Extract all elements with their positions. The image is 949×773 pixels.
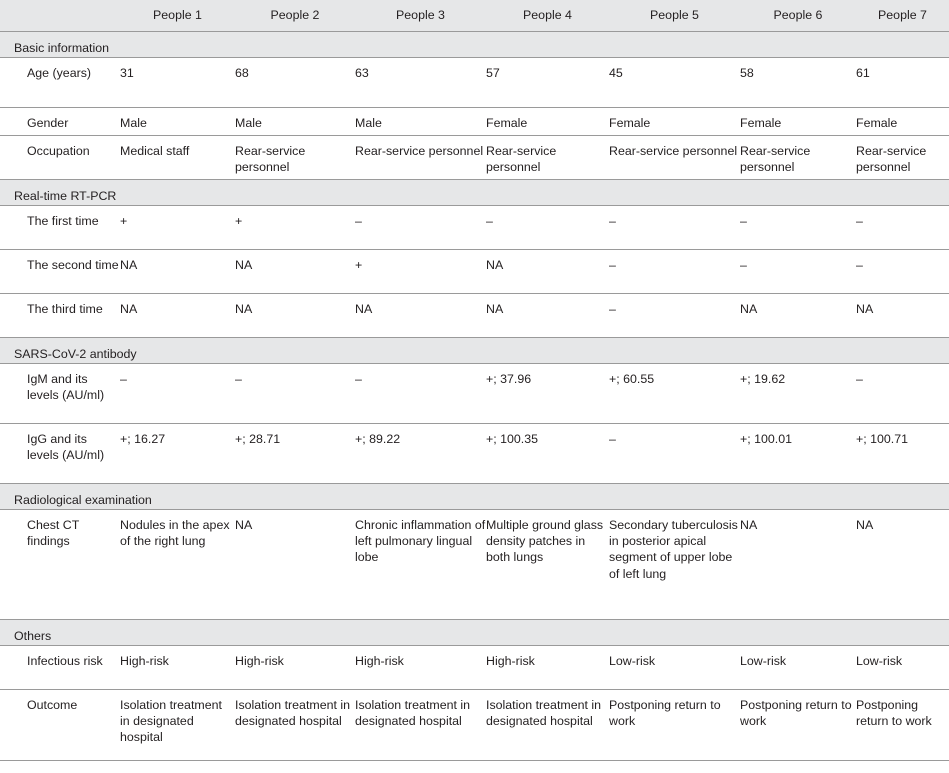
cell-people-4 [486,424,609,484]
cell-value: Postponing return to work [609,698,721,729]
cell-people-6 [740,250,856,294]
cell-people-5 [609,58,740,108]
cell-value: High-risk [120,654,169,668]
table-row [0,58,949,108]
cell-people-5 [609,690,740,761]
cell-people-7 [856,250,949,294]
cell-value: Postponing return to work [856,698,932,729]
cell-value: Low-risk [609,654,656,668]
cell-people-6 [740,424,856,484]
cell-value: Isolation treatment in designated hospital [355,698,471,729]
cell-value: Rear-service personnel [856,144,927,175]
cell-value: NA [486,302,504,316]
cell-people-7 [856,646,949,690]
cell-people-5 [609,108,740,136]
header-row [0,0,949,32]
row-label [0,206,120,250]
cell-people-3 [355,58,486,108]
row-label [0,136,120,180]
section-title: SARS-CoV-2 antibody [0,338,949,364]
cell-value: Secondary tuberculosis in posterior apical segment of upper lobe of left lung [609,518,738,581]
cell-people-2 [235,364,355,424]
cell-value: Rear-service personnel [235,144,306,175]
cell-value: 58 [740,66,754,80]
section-title: Real-time RT-PCR [0,180,949,206]
cell-value: Multiple ground glass density patches in both lungs [486,518,604,565]
cell-people-1 [120,58,235,108]
cell-people-5 [609,364,740,424]
cell-people-1 [120,364,235,424]
cell-value: – [740,258,747,272]
cell-value: NA [355,302,373,316]
row-label-text: Outcome [27,698,78,712]
cell-people-4 [486,136,609,180]
cell-value: Chronic inflammation of left pulmonary lingual lobe [355,518,486,565]
row-label [0,58,120,108]
cell-value: Female [609,116,651,130]
cell-people-5 [609,510,740,620]
cell-value: – [235,372,242,386]
cell-people-2 [235,58,355,108]
section-row [0,620,949,646]
cell-people-3 [355,108,486,136]
cell-people-7 [856,206,949,250]
cell-people-7 [856,424,949,484]
cell-people-3 [355,206,486,250]
cell-value: Rear-service personnel [609,144,738,158]
cell-people-2 [235,250,355,294]
row-label-text: Infectious risk [27,654,103,668]
section-title: Others [0,620,949,646]
row-label [0,250,120,294]
table-row [0,690,949,761]
cell-value: – [740,214,747,228]
header-people-2: People 2 [235,0,355,32]
table-row [0,108,949,136]
cell-value: Low-risk [740,654,787,668]
cell-people-2 [235,510,355,620]
row-label-text: Chest CT findings [27,518,80,549]
cell-value: Low-risk [856,654,903,668]
cell-value: – [609,432,616,446]
cell-people-7 [856,58,949,108]
cell-value: – [856,214,863,228]
cell-value: NA [856,518,874,532]
table-row [0,510,949,620]
cell-value: Postponing return to work [740,698,852,729]
cell-people-7 [856,108,949,136]
cell-value: Rear-service personnel [355,144,484,158]
section-title: Basic information [0,32,949,58]
cell-value: – [856,258,863,272]
cell-value: NA [120,258,138,272]
cell-value: 68 [235,66,249,80]
cell-value: +; 28.71 [235,432,281,446]
cell-people-5 [609,424,740,484]
cell-people-2 [235,294,355,338]
cell-value: 57 [486,66,500,80]
row-label-text: Occupation [27,144,90,158]
cell-people-6 [740,108,856,136]
cell-value: +; 16.27 [120,432,166,446]
cell-value: +; 37.96 [486,372,532,386]
cell-people-3 [355,424,486,484]
section-row [0,338,949,364]
cell-people-2 [235,206,355,250]
cell-people-4 [486,206,609,250]
cell-value: High-risk [486,654,535,668]
cell-people-2 [235,108,355,136]
cell-value: – [856,372,863,386]
table-row [0,250,949,294]
cell-value: High-risk [235,654,284,668]
header-people-4: People 4 [486,0,609,32]
cell-value: +; 19.62 [740,372,786,386]
cell-value: 31 [120,66,134,80]
cell-people-3 [355,250,486,294]
cell-value: +; 100.35 [486,432,539,446]
row-label-text: Gender [27,116,69,130]
cell-people-2 [235,646,355,690]
row-label [0,108,120,136]
cell-people-2 [235,136,355,180]
cell-value: +; 100.71 [856,432,909,446]
cell-people-6 [740,136,856,180]
cell-people-6 [740,58,856,108]
cell-value: 45 [609,66,623,80]
table-row [0,206,949,250]
cell-people-3 [355,690,486,761]
cell-value: NA [740,302,758,316]
cell-value: NA [235,258,253,272]
cell-value: NA [235,302,253,316]
cell-value: Male [355,116,382,130]
cell-people-1 [120,646,235,690]
row-label [0,510,120,620]
cell-value: 61 [856,66,870,80]
cell-people-2 [235,424,355,484]
cell-people-3 [355,294,486,338]
cell-people-4 [486,364,609,424]
cell-value: – [120,372,127,386]
cell-value: – [609,214,616,228]
cell-people-4 [486,510,609,620]
cell-value: Female [486,116,528,130]
cell-people-6 [740,690,856,761]
cell-value: Medical staff [120,144,190,158]
cell-people-1 [120,294,235,338]
row-label [0,646,120,690]
cell-people-1 [120,690,235,761]
row-label [0,294,120,338]
row-label-text: The third time [27,302,103,316]
cell-people-4 [486,108,609,136]
cell-value: Female [740,116,782,130]
cell-people-7 [856,510,949,620]
header-people-3: People 3 [355,0,486,32]
cell-value: Male [235,116,262,130]
cell-value: Nodules in the apex of the right lung [120,518,230,549]
section-row [0,180,949,206]
cell-people-6 [740,364,856,424]
cell-value: NA [235,518,253,532]
row-label-text: The first time [27,214,99,228]
cell-people-1 [120,510,235,620]
row-label-text: The second time [27,258,119,272]
row-label [0,424,120,484]
cell-value: + [355,258,363,272]
cell-people-4 [486,250,609,294]
cell-value: NA [856,302,874,316]
cell-people-5 [609,206,740,250]
cell-people-5 [609,294,740,338]
cell-value: + [120,214,128,228]
cell-value: 63 [355,66,369,80]
cell-people-4 [486,646,609,690]
cell-value: Isolation treatment in designated hospital [486,698,602,729]
cell-people-1 [120,136,235,180]
cell-value: Isolation treatment in designated hospital [235,698,351,729]
cell-people-7 [856,364,949,424]
table-row [0,646,949,690]
cell-people-1 [120,206,235,250]
cell-value: +; 60.55 [609,372,655,386]
cell-people-5 [609,136,740,180]
cell-people-6 [740,510,856,620]
cell-people-4 [486,58,609,108]
table-row [0,364,949,424]
cell-value: – [355,372,362,386]
cell-value: NA [120,302,138,316]
cell-value: NA [486,258,504,272]
cell-value: High-risk [355,654,404,668]
cell-value: Rear-service personnel [740,144,811,175]
cell-people-3 [355,136,486,180]
table-row [0,294,949,338]
cell-people-6 [740,646,856,690]
section-title: Radiological examination [0,484,949,510]
header-corner [0,0,120,32]
cell-people-5 [609,646,740,690]
cell-people-7 [856,690,949,761]
cell-value: + [235,214,243,228]
cell-people-5 [609,250,740,294]
cell-value: – [609,258,616,272]
header-people-6: People 6 [740,0,856,32]
row-label [0,364,120,424]
cell-people-1 [120,424,235,484]
cell-people-3 [355,646,486,690]
row-label-text: IgG and its levels (AU/ml) [27,432,105,463]
cell-people-7 [856,136,949,180]
table-row [0,424,949,484]
section-row [0,32,949,58]
row-label-text: Age (years) [27,66,92,80]
cell-value: – [355,214,362,228]
cell-value: +; 89.22 [355,432,401,446]
cell-people-3 [355,364,486,424]
cell-people-1 [120,108,235,136]
table-row [0,136,949,180]
header-people-1: People 1 [120,0,235,32]
cell-value: Isolation treatment in designated hospital [120,698,222,745]
cell-value: – [609,302,616,316]
cell-value: – [486,214,493,228]
cell-people-6 [740,206,856,250]
cell-value: NA [740,518,758,532]
cell-value: +; 100.01 [740,432,793,446]
cell-value: Female [856,116,898,130]
row-label-text: IgM and its levels (AU/ml) [27,372,105,403]
row-label [0,690,120,761]
cell-people-4 [486,690,609,761]
cell-people-4 [486,294,609,338]
header-people-5: People 5 [609,0,740,32]
cell-people-1 [120,250,235,294]
cell-people-6 [740,294,856,338]
header-people-7: People 7 [856,0,949,32]
cell-people-7 [856,294,949,338]
section-row [0,484,949,510]
cell-value: Male [120,116,147,130]
cell-people-2 [235,690,355,761]
cell-people-3 [355,510,486,620]
cell-value: Rear-service personnel [486,144,557,175]
